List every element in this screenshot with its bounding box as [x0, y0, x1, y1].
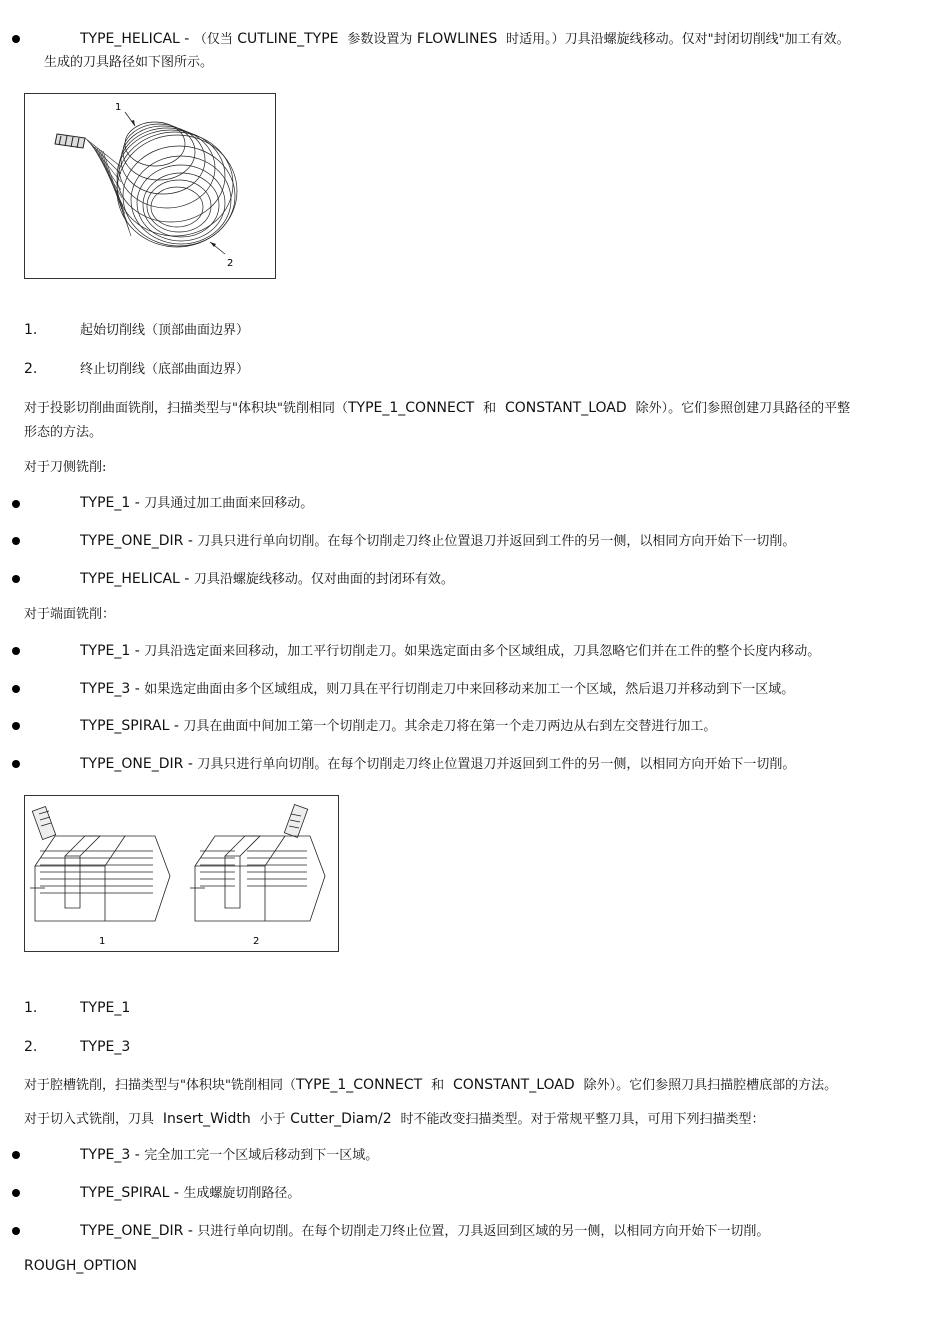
bullet-dot: [12, 760, 20, 768]
list-text: 终止切削线（底部曲面边界）: [80, 362, 250, 377]
heading-side-milling: 对于刀侧铣削:: [24, 460, 107, 475]
bullet-dot: [12, 1227, 20, 1235]
code-term: TYPE_HELICAL -: [80, 571, 190, 587]
code-term: FLOWLINES: [416, 31, 498, 47]
bullet-dot: [12, 1151, 20, 1159]
code-term: TYPE_3 -: [80, 1147, 140, 1163]
list-text: 刀具沿螺旋线移动。仅对曲面的封闭环有效。: [193, 572, 454, 587]
figure-face-milling: [24, 795, 339, 952]
face-milling-drawing: [25, 796, 338, 951]
list-item: [80, 1182, 930, 1205]
list-text: 起始切削线（顶部曲面边界）: [80, 323, 250, 338]
bullet-dot: [12, 537, 20, 545]
list-text: 只进行单向切削。在每个切削走刀终止位置，刀具返回到区域的另一侧，以相同方向开始下一切削。: [197, 1224, 770, 1239]
bullet-dot: [12, 647, 20, 655]
list-text: 刀具只进行单向切削。在每个切削走刀终止位置退刀并返回到工件的另一侧，以相同方向开始下一切削。: [197, 757, 796, 772]
text: 参数设置为: [347, 32, 413, 47]
figure-helical-toolpath: [24, 93, 276, 279]
code-term: Cutter_Diam/2: [290, 1111, 392, 1127]
text: 对于腔槽铣削，扫描类型与"体积块"铣削相同（: [24, 1078, 296, 1093]
list-item: [80, 1144, 930, 1167]
code-term: TYPE_ONE_DIR -: [80, 1223, 193, 1239]
text: 和: [431, 1078, 445, 1093]
list-item: [80, 640, 930, 663]
part-type-1: [30, 807, 170, 921]
bullet-dot: [12, 1189, 20, 1197]
code-term: TYPE_1 -: [80, 495, 140, 511]
code-term: Insert_Width: [162, 1111, 251, 1127]
bullet-dot: [12, 575, 20, 583]
code-term: TYPE_SPIRAL -: [80, 1185, 179, 1201]
code-term: TYPE_ONE_DIR -: [80, 533, 193, 549]
code-term: TYPE_3 -: [80, 681, 140, 697]
helical-passes: [117, 122, 237, 247]
paragraph-pocket: [24, 1074, 837, 1097]
list-text: 完全加工完一个区域后移动到下一区域。: [144, 1148, 379, 1163]
list-item: [80, 1220, 930, 1243]
code-term: TYPE_1_CONNECT: [347, 400, 475, 416]
text: 时不能改变扫描类型。对于常规平整刀具，可用下列扫描类型：: [400, 1112, 765, 1127]
list-item: [80, 492, 930, 515]
callout-1: 1: [99, 936, 106, 947]
paragraph-plunge: [24, 1108, 765, 1131]
list-text: 如果选定曲面由多个区域组成，则刀具在平行切削走刀中来回移动来加工一个区域，然后退刀并移动到下一区域。: [144, 682, 795, 697]
list-number: 1.: [24, 1000, 38, 1016]
text: （仅当: [193, 32, 233, 47]
list-number: 2.: [24, 361, 38, 377]
text: 对于切入式铣削，刀具: [24, 1112, 155, 1127]
list-item: [24, 319, 249, 342]
bullet-dot: [12, 500, 20, 508]
list-text: TYPE_1: [80, 1000, 131, 1016]
list-text: TYPE_3: [80, 1039, 131, 1055]
bullet-dot: [12, 35, 20, 43]
text: 小于: [259, 1112, 286, 1127]
heading-face-milling: 对于端面铣削：: [24, 607, 116, 622]
list-item: [24, 1036, 130, 1058]
code-term: TYPE_HELICAL -: [80, 31, 190, 47]
bullet-dot: [12, 685, 20, 693]
list-item: [24, 358, 249, 381]
text: 时适用。）刀具沿螺旋线移动。仅对"封闭切削线"加工有效。: [506, 32, 850, 47]
paragraph-continuation: 形态的方法。: [24, 425, 103, 440]
code-term: TYPE_ONE_DIR -: [80, 756, 193, 772]
list-item: [80, 568, 930, 591]
list-text: 刀具通过加工曲面来回移动。: [144, 496, 314, 511]
code-term: TYPE_1 -: [80, 643, 140, 659]
paragraph-projection: [24, 397, 850, 420]
list-number: 1.: [24, 322, 38, 338]
section-heading-rough-option: ROUGH_OPTION: [24, 1258, 138, 1274]
list-item: [80, 753, 930, 776]
code-term: TYPE_SPIRAL -: [80, 718, 179, 734]
list-item: [80, 530, 930, 553]
part-type-3: [190, 805, 325, 921]
text: 除外）。它们参照创建刀具路径的平整: [635, 401, 851, 416]
tool-shank: [55, 134, 85, 148]
callout-1: 1: [115, 102, 122, 113]
bullet-continuation: 生成的刀具路径如下图所示。: [44, 55, 214, 70]
helical-toolpath-drawing: [25, 94, 275, 278]
list-text: 刀具沿选定面来回移动，加工平行切削走刀。如果选定面由多个区域组成，刀具忽略它们并在工件的整个长度内移动。: [144, 644, 821, 659]
text: 除外）。它们参照刀具扫描腔槽底部的方法。: [583, 1078, 838, 1093]
text: 和: [483, 401, 497, 416]
list-item: [80, 678, 930, 701]
list-text: 刀具在曲面中间加工第一个切削走刀。其余走刀将在第一个走刀两边从右到左交替进行加工。: [183, 719, 717, 734]
list-text: 刀具只进行单向切削。在每个切削走刀终止位置退刀并返回到工件的另一侧，以相同方向开始下一切削。: [197, 534, 796, 549]
list-item: [24, 997, 130, 1019]
list-text: 生成螺旋切削路径。: [183, 1186, 301, 1201]
callout-2: 2: [227, 258, 234, 269]
text: 对于投影切削曲面铣削，扫描类型与"体积块"铣削相同（: [24, 401, 348, 416]
callout-2: 2: [253, 936, 260, 947]
bullet-type-helical: [80, 28, 930, 51]
code-term: CUTLINE_TYPE: [237, 31, 339, 47]
code-term: CONSTANT_LOAD: [453, 1077, 575, 1093]
code-term: TYPE_1_CONNECT: [295, 1077, 423, 1093]
code-term: CONSTANT_LOAD: [505, 400, 627, 416]
list-item: [80, 715, 930, 738]
bullet-dot: [12, 722, 20, 730]
list-number: 2.: [24, 1039, 38, 1055]
